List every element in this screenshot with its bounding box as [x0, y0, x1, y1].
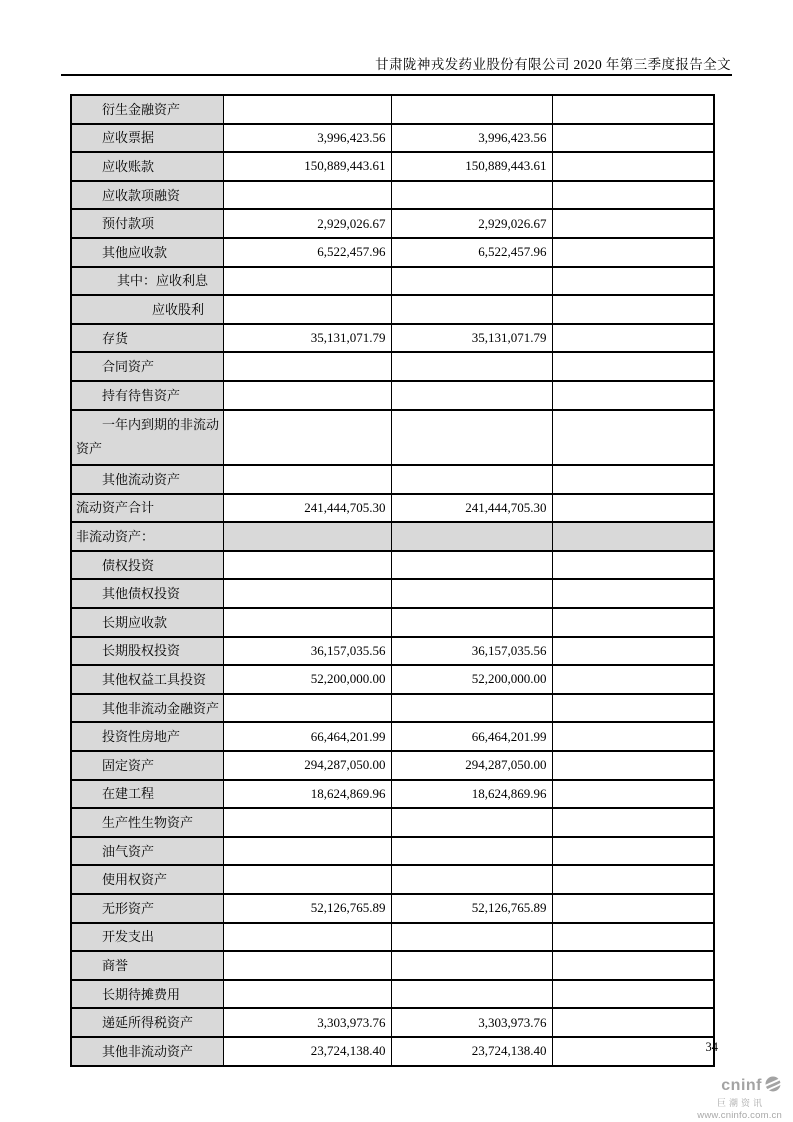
empty-cell [552, 665, 714, 694]
empty-cell [552, 352, 714, 381]
value-cell-prior [391, 465, 552, 494]
value-cell-current [223, 95, 391, 124]
value-cell-current [223, 923, 391, 952]
value-cell-current [223, 808, 391, 837]
value-cell-current [223, 951, 391, 980]
row-label-cell: 一年内到期的非流动资产 [71, 410, 223, 466]
row-label-cell: 债权投资 [71, 551, 223, 580]
row-label-cell: 存货 [71, 324, 223, 353]
row-label-cell: 长期待摊费用 [71, 980, 223, 1009]
row-label-cell: 流动资产合计 [71, 494, 223, 523]
table-row [71, 494, 714, 523]
empty-cell [552, 722, 714, 751]
balance-table-body [71, 95, 714, 1066]
value-cell-current: 294,287,050.00 [223, 751, 391, 780]
page-number: 34 [705, 1040, 718, 1054]
empty-cell [552, 608, 714, 637]
empty-cell [552, 209, 714, 238]
value-cell-prior: 52,126,765.89 [391, 894, 552, 923]
value-cell-prior: 36,157,035.56 [391, 637, 552, 666]
table-row [71, 722, 714, 751]
value-cell-current: 52,200,000.00 [223, 665, 391, 694]
value-cell-current [223, 579, 391, 608]
row-label-cell: 应收款项融资 [71, 181, 223, 210]
table-row [71, 637, 714, 666]
value-cell-prior [391, 980, 552, 1009]
row-label-cell: 使用权资产 [71, 865, 223, 894]
empty-cell [552, 780, 714, 809]
value-cell-prior [391, 551, 552, 580]
value-cell-prior [391, 295, 552, 324]
value-cell-prior: 52,200,000.00 [391, 665, 552, 694]
value-cell-prior [391, 352, 552, 381]
value-cell-current: 3,303,973.76 [223, 1008, 391, 1037]
row-label-cell: 油气资产 [71, 837, 223, 866]
cninfo-logo [686, 1075, 782, 1121]
table-row [71, 808, 714, 837]
table-row [71, 465, 714, 494]
table-row [71, 865, 714, 894]
table-row [71, 410, 714, 466]
table-row [71, 95, 714, 124]
row-label-cell: 其他债权投资 [71, 579, 223, 608]
empty-cell [552, 124, 714, 153]
empty-cell [552, 324, 714, 353]
value-cell-current: 150,889,443.61 [223, 152, 391, 181]
value-cell-current [223, 352, 391, 381]
table-row [71, 152, 714, 181]
value-cell-current: 36,157,035.56 [223, 637, 391, 666]
value-cell-prior: 150,889,443.61 [391, 152, 552, 181]
value-cell-prior [391, 181, 552, 210]
table-row [71, 209, 714, 238]
table-row [71, 751, 714, 780]
row-label-cell: 在建工程 [71, 780, 223, 809]
table-row [71, 295, 714, 324]
value-cell-prior: 294,287,050.00 [391, 751, 552, 780]
empty-cell [552, 837, 714, 866]
value-cell-prior: 35,131,071.79 [391, 324, 552, 353]
value-cell-prior: 23,724,138.40 [391, 1037, 552, 1066]
value-cell-current: 3,996,423.56 [223, 124, 391, 153]
value-cell-prior: 3,996,423.56 [391, 124, 552, 153]
row-label-cell: 开发支出 [71, 923, 223, 952]
table-row [71, 780, 714, 809]
table-row [71, 837, 714, 866]
empty-cell [552, 1037, 714, 1066]
row-label-cell: 衍生金融资产 [71, 95, 223, 124]
row-label-cell: 应收账款 [71, 152, 223, 181]
empty-cell [552, 181, 714, 210]
empty-cell [552, 865, 714, 894]
table-row [71, 124, 714, 153]
empty-cell [552, 494, 714, 523]
row-label-cell: 应收票据 [71, 124, 223, 153]
row-label-cell: 长期股权投资 [71, 637, 223, 666]
value-cell-current: 35,131,071.79 [223, 324, 391, 353]
empty-cell [552, 923, 714, 952]
empty-cell [552, 267, 714, 296]
row-label-cell: 商誉 [71, 951, 223, 980]
row-label-cell: 其他流动资产 [71, 465, 223, 494]
table-row [71, 238, 714, 267]
value-cell-current: 18,624,869.96 [223, 780, 391, 809]
empty-cell [552, 1008, 714, 1037]
row-label-cell: 其他应收款 [71, 238, 223, 267]
table-row [71, 1008, 714, 1037]
row-label-cell: 其他非流动资产 [71, 1037, 223, 1066]
empty-cell [552, 238, 714, 267]
value-cell-current [223, 267, 391, 296]
row-label-cell: 持有待售资产 [71, 381, 223, 410]
table-row [71, 579, 714, 608]
value-cell-current: 2,929,026.67 [223, 209, 391, 238]
report-header-title: 甘肃陇神戎发药业股份有限公司 2020 年第三季度报告全文 [375, 57, 731, 72]
value-cell-current [223, 865, 391, 894]
value-cell-current [223, 522, 391, 551]
table-row [71, 181, 714, 210]
value-cell-current: 6,522,457.96 [223, 238, 391, 267]
value-cell-prior [391, 923, 552, 952]
empty-cell [552, 551, 714, 580]
value-cell-current [223, 295, 391, 324]
value-cell-current: 241,444,705.30 [223, 494, 391, 523]
value-cell-current [223, 381, 391, 410]
row-label-cell: 无形资产 [71, 894, 223, 923]
table-row [71, 551, 714, 580]
value-cell-prior [391, 694, 552, 723]
row-label-cell: 其他权益工具投资 [71, 665, 223, 694]
value-cell-prior: 3,303,973.76 [391, 1008, 552, 1037]
value-cell-current [223, 465, 391, 494]
row-label-cell: 非流动资产： [71, 522, 223, 551]
table-row [71, 980, 714, 1009]
value-cell-current [223, 980, 391, 1009]
row-label-cell: 合同资产 [71, 352, 223, 381]
table-row [71, 665, 714, 694]
cninfo-brand-text: cninf [721, 1077, 762, 1094]
cninfo-url: www.cninfo.com.cn [697, 1110, 782, 1121]
table-row [71, 522, 714, 551]
value-cell-prior [391, 837, 552, 866]
empty-cell [552, 522, 714, 551]
empty-cell [552, 637, 714, 666]
row-label-cell: 应收股利 [71, 295, 223, 324]
table-row [71, 951, 714, 980]
value-cell-current: 52,126,765.89 [223, 894, 391, 923]
value-cell-current [223, 608, 391, 637]
value-cell-prior [391, 267, 552, 296]
value-cell-current: 66,464,201.99 [223, 722, 391, 751]
row-label-cell: 其他非流动金融资产 [71, 694, 223, 723]
header-divider-rule [61, 74, 732, 76]
table-row [71, 1037, 714, 1066]
value-cell-prior: 2,929,026.67 [391, 209, 552, 238]
empty-cell [552, 410, 714, 466]
value-cell-prior: 6,522,457.96 [391, 238, 552, 267]
empty-cell [552, 465, 714, 494]
empty-cell [552, 951, 714, 980]
table-row [71, 381, 714, 410]
table-row [71, 324, 714, 353]
value-cell-current [223, 181, 391, 210]
empty-cell [552, 381, 714, 410]
row-label-cell: 递延所得税资产 [71, 1008, 223, 1037]
empty-cell [552, 751, 714, 780]
value-cell-current [223, 694, 391, 723]
table-row [71, 923, 714, 952]
table-row [71, 894, 714, 923]
table-row [71, 608, 714, 637]
cninfo-globe-icon [764, 1075, 782, 1097]
row-label-cell: 投资性房地产 [71, 722, 223, 751]
empty-cell [552, 295, 714, 324]
value-cell-prior [391, 808, 552, 837]
row-label-cell: 预付款项 [71, 209, 223, 238]
value-cell-prior [391, 381, 552, 410]
value-cell-current: 23,724,138.40 [223, 1037, 391, 1066]
value-cell-prior [391, 95, 552, 124]
table-row [71, 352, 714, 381]
row-label-cell: 其中：应收利息 [71, 267, 223, 296]
empty-cell [552, 980, 714, 1009]
value-cell-current [223, 551, 391, 580]
value-cell-prior: 66,464,201.99 [391, 722, 552, 751]
empty-cell [552, 95, 714, 124]
value-cell-prior [391, 579, 552, 608]
row-label-cell: 固定资产 [71, 751, 223, 780]
empty-cell [552, 894, 714, 923]
empty-cell [552, 579, 714, 608]
table-row [71, 694, 714, 723]
value-cell-prior: 18,624,869.96 [391, 780, 552, 809]
empty-cell [552, 694, 714, 723]
value-cell-prior [391, 410, 552, 466]
cninfo-logo-row [686, 1075, 782, 1097]
value-cell-prior [391, 522, 552, 551]
value-cell-current [223, 410, 391, 466]
empty-cell [552, 152, 714, 181]
empty-cell [552, 808, 714, 837]
value-cell-current [223, 837, 391, 866]
value-cell-prior: 241,444,705.30 [391, 494, 552, 523]
table-row [71, 267, 714, 296]
balance-sheet-table [70, 94, 715, 1067]
value-cell-prior [391, 951, 552, 980]
row-label-cell: 长期应收款 [71, 608, 223, 637]
value-cell-prior [391, 865, 552, 894]
value-cell-prior [391, 608, 552, 637]
cninfo-chinese-name: 巨潮资讯 [716, 1098, 765, 1108]
row-label-cell: 生产性生物资产 [71, 808, 223, 837]
